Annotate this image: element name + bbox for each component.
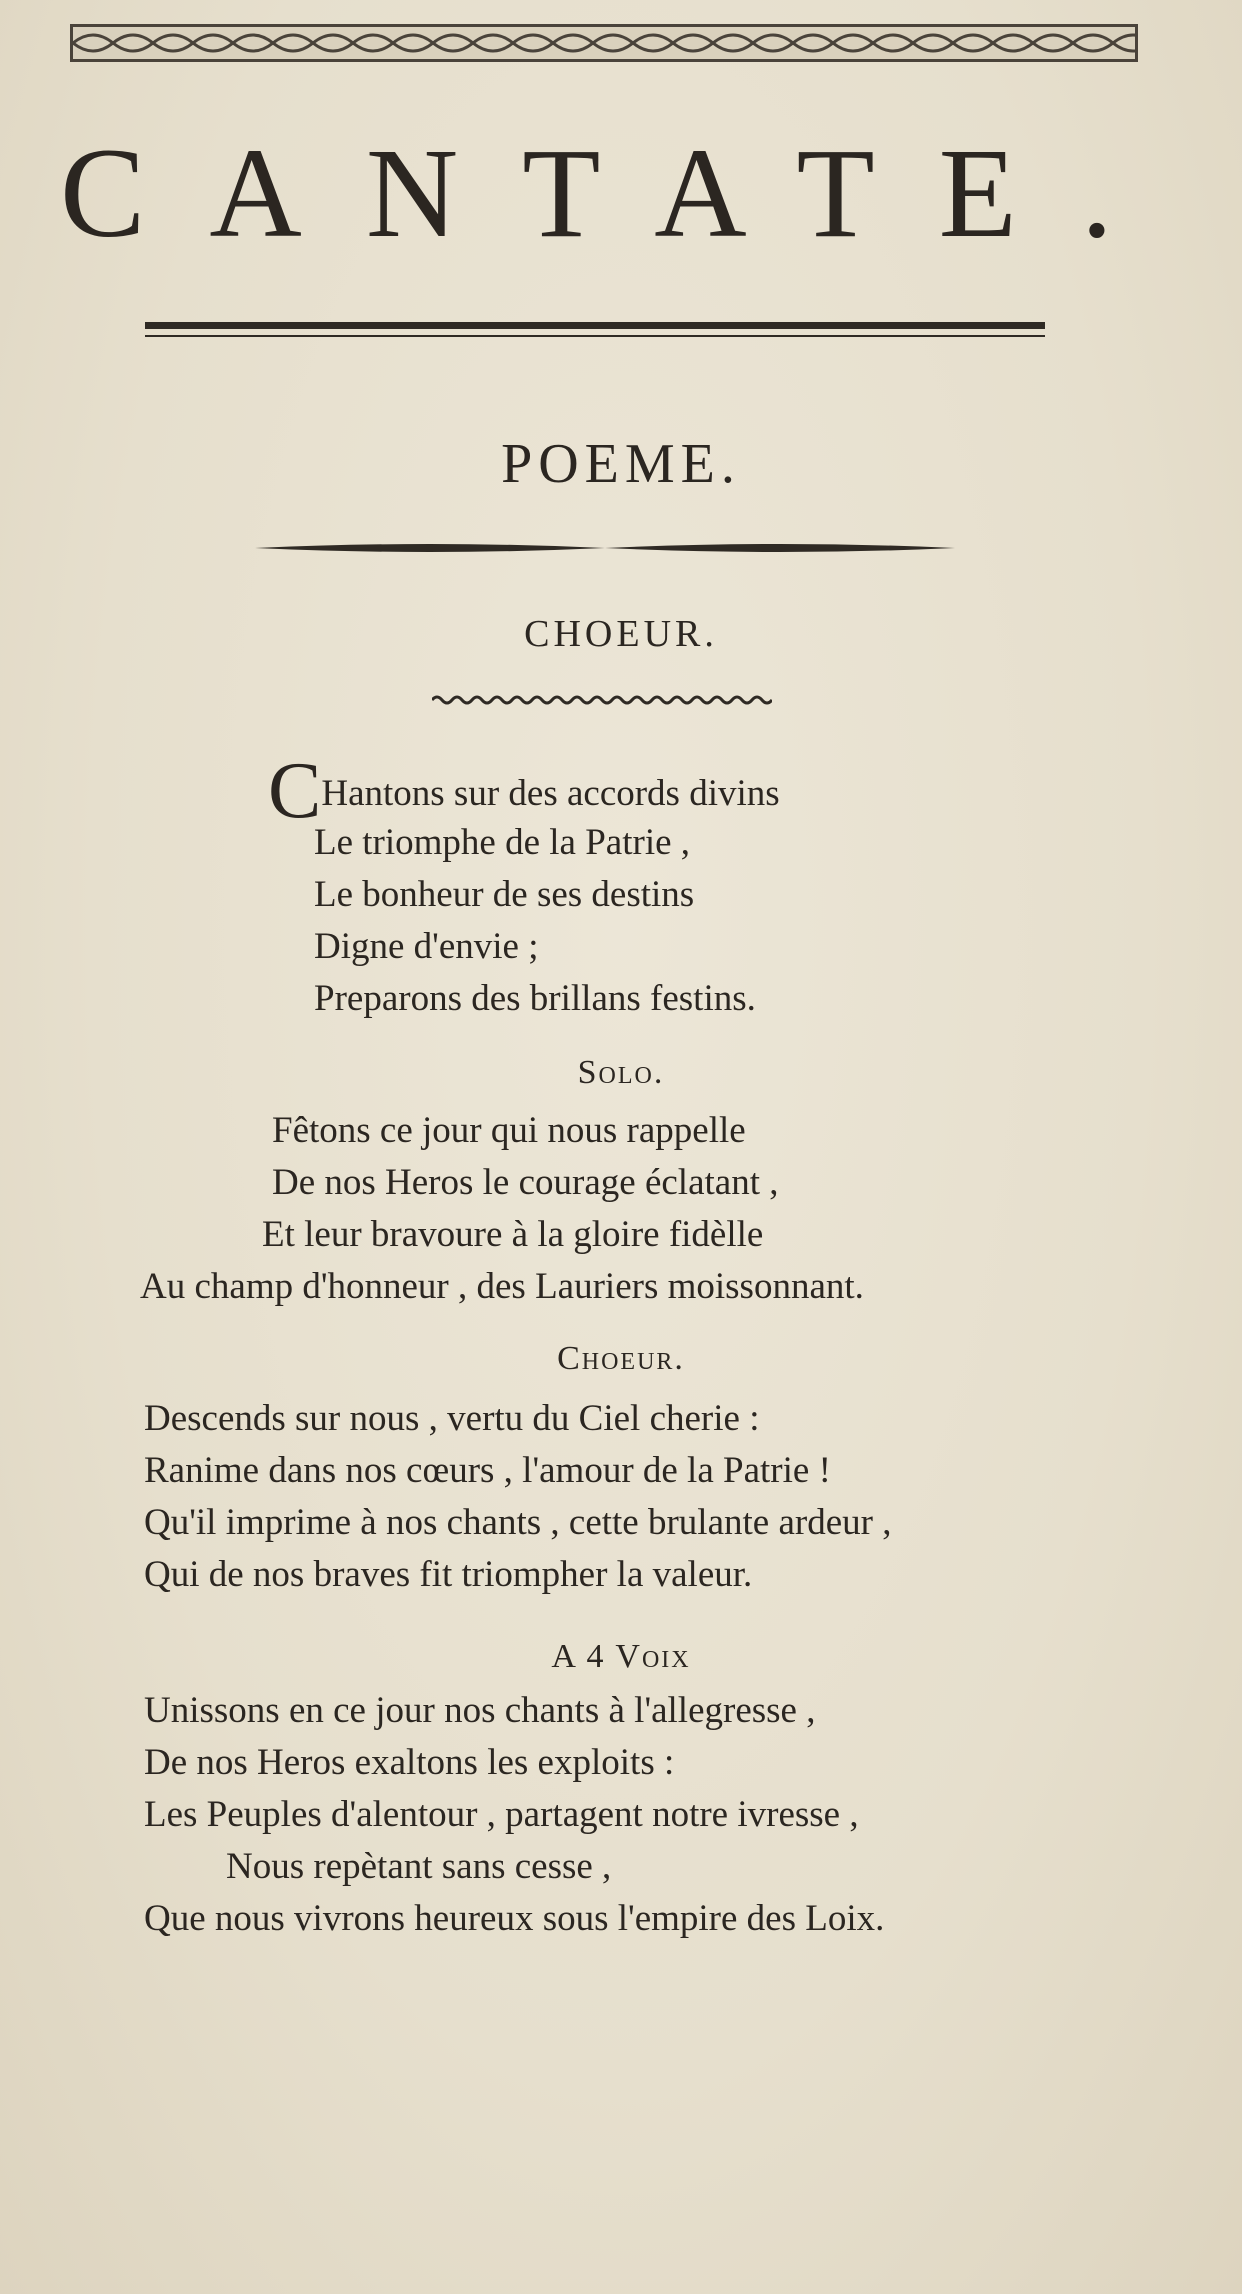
page-title: CANTATE. <box>60 122 1177 264</box>
verse-line: Preparons des brillans festins. <box>314 978 756 1019</box>
section-heading-choeur: CHOEUR. <box>524 613 718 655</box>
verse-line: CHantons sur des accords divins <box>268 747 780 835</box>
verse-line: Les Peuples d'alentour , partagent notre ivresse , <box>144 1794 859 1835</box>
section-heading-solo: Solo. <box>577 1054 665 1091</box>
verse-line: Nous repètant sans cesse , <box>226 1846 612 1887</box>
verse-line: De nos Heros le courage éclatant , <box>272 1162 779 1203</box>
verse-line: Ranime dans nos cœurs , l'amour de la Patrie ! <box>144 1450 831 1491</box>
verse-line: Le triomphe de la Patrie , <box>314 822 691 863</box>
verse-line: Au champ d'honneur , des Lauriers moissonnant. <box>140 1266 864 1307</box>
verse-line: Et leur bravoure à la gloire fidèlle <box>262 1214 764 1255</box>
wavy-rule-divider <box>432 693 772 707</box>
verse-line: Descends sur nous , vertu du Ciel cherie : <box>144 1398 760 1439</box>
double-rule-divider <box>145 322 1045 344</box>
verse-line: Digne d'envie ; <box>314 926 539 967</box>
verse-line: Qu'il imprime à nos chants , cette brulante ardeur , <box>144 1502 892 1543</box>
verse-line: Que nous vivrons heureux sous l'empire des Loix. <box>144 1898 885 1939</box>
verse-line: Fêtons ce jour qui nous rappelle <box>272 1110 746 1151</box>
section-heading-choeur-2: Choeur. <box>557 1340 685 1377</box>
verse-line: Le bonheur de ses destins <box>314 874 695 915</box>
verse-line: Unissons en ce jour nos chants à l'allegresse , <box>144 1690 816 1731</box>
verse-line: De nos Heros exaltons les exploits : <box>144 1742 675 1783</box>
verse-line: Qui de nos braves fit triompher la valeur. <box>144 1554 753 1595</box>
drop-cap: C <box>268 747 322 835</box>
subtitle-poeme: POEME. <box>501 433 741 495</box>
swelled-rule-divider <box>255 536 955 560</box>
section-heading-a-4-voix: A 4 Voix <box>551 1638 691 1675</box>
ornamental-header-band <box>70 24 1138 62</box>
